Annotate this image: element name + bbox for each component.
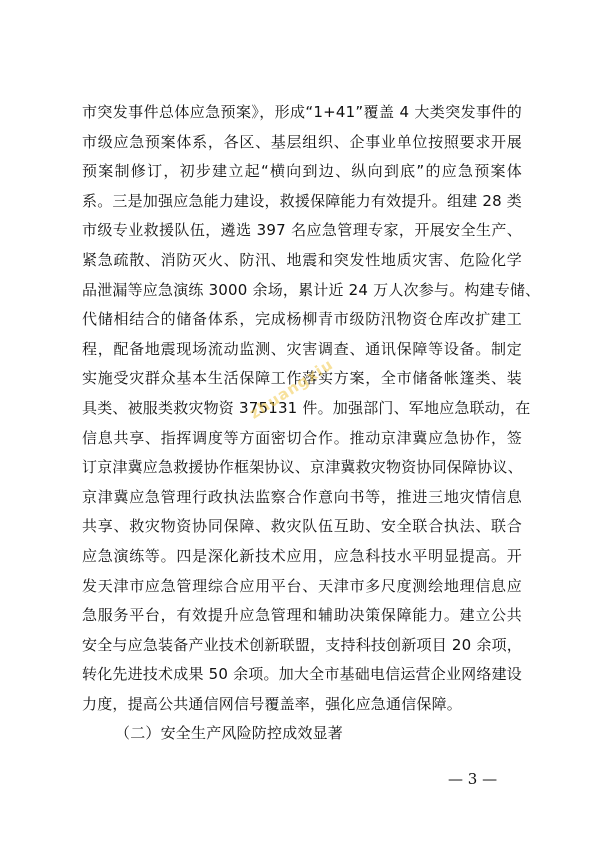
paragraph-line: 市突发事件总体应急预案》，形成“1+41”覆盖 4 大类突发事件的 (82, 103, 522, 121)
paragraph-line: 安全与应急装备产业技术创新联盟，支持科技创新项目 20 余项， (82, 635, 522, 654)
section-heading: （二）安全生产风险防控成效显著 (115, 724, 344, 743)
paragraph-line: 信息共享、指挥调度等方面密切合作。推动京津冀应急协作，签 (82, 428, 522, 447)
paragraph-line: 紧急疏散、消防灭火、防汛、地震和突发性地质灾害、危险化学 (82, 250, 522, 269)
paragraph-line: 品泄漏等应急演练 3000 余场，累计近 24 万人次参与。构建专储、 (82, 280, 541, 299)
paragraph-line: 市级应急预案体系，各区、基层组织、企事业单位按照要求开展 (82, 132, 522, 151)
paragraph-line: 订京津冀应急救援协作框架协议、京津冀救灾物资协同保障协议、 (82, 458, 523, 477)
paragraph-line: 共享、救灾物资协同保障、救灾队伍互助、安全联合执法、联合 (82, 517, 522, 536)
paragraph-line: 京津冀应急管理行政执法监察合作意向书等，推进三地灾情信息 (82, 487, 522, 506)
body-text (82, 98, 541, 749)
paragraph-line: 应急演练等。四是深化新技术应用，应急科技水平明显提高。开 (82, 546, 522, 565)
paragraph-line: 代储相结合的储备体系，完成杨柳青市级防汛物资仓库改扩建工 (82, 310, 522, 329)
paragraph-line: 系。三是加强应急能力建设，救援保障能力有效提升。组建 28 类 (82, 191, 522, 210)
page-number: — 3 — (448, 770, 498, 788)
watermark-text: zhuangxiu (246, 355, 337, 423)
paragraph-line: 具类、被服类救灾物资 375131 件。加强部门、军地应急联动，在 (82, 398, 531, 417)
paragraph-line: 力度，提高公共通信网信号覆盖率，强化应急通信保障。 (82, 694, 463, 713)
paragraph-line: 程，配备地震现场流动监测、灾害调查、通讯保障等设备。制定 (82, 339, 522, 358)
paragraph-line: 预案制修订，初步建立起“横向到边、纵向到底”的应急预案体 (82, 162, 522, 181)
paragraph-line: 急服务平台，有效提升应急管理和辅助决策保障能力。建立公共 (82, 606, 522, 625)
paragraph-line: 发天津市应急管理综合应用平台、天津市多尺度测绘地理信息应 (82, 576, 522, 595)
paragraph-line: 市级专业救援队伍，遴选 397 名应急管理专家，开展安全生产、 (82, 221, 522, 240)
paragraph-line: 转化先进技术成果 50 余项。加大全市基础电信运营企业网络建设 (82, 665, 522, 684)
paragraph-line: 实施受灾群众基本生活保障工作落实方案，全市储备帐篷类、装 (82, 369, 522, 388)
